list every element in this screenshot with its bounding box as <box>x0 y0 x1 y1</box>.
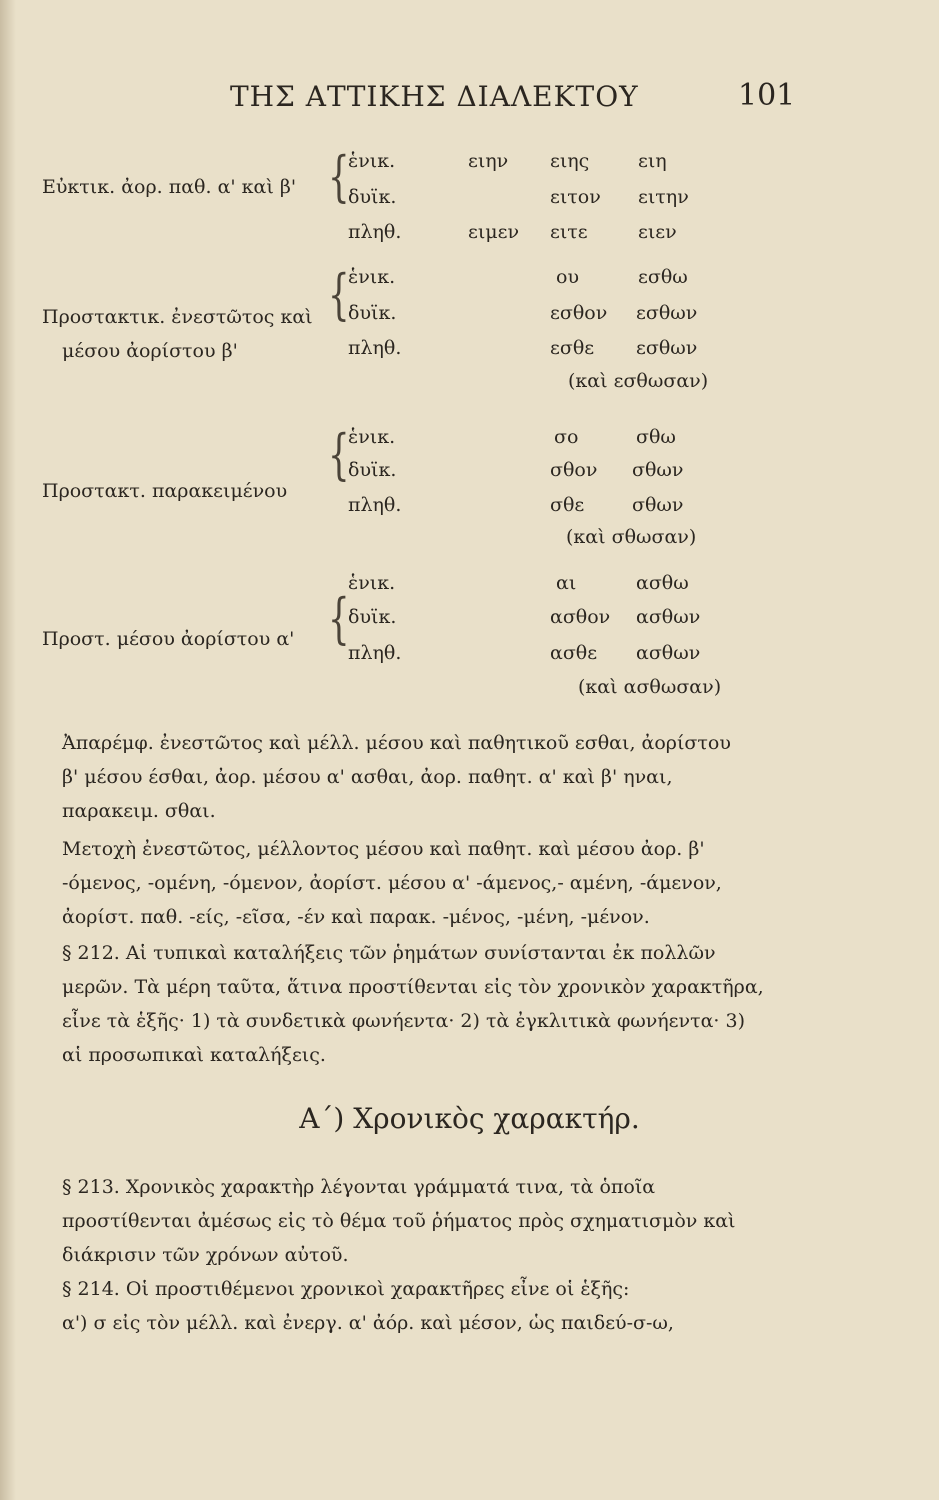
ending-cell: ειην <box>468 150 509 172</box>
text-line: -όμενος, -ομένη, -όμενον, ἀορίστ. μέσου α' -άμενος,- αμένη, -άμενον, <box>62 872 722 894</box>
brace-icon: { <box>328 423 350 488</box>
section-heading: Α΄) Χρονικὸς χαρακτήρ. <box>299 1102 640 1135</box>
number-label: ἑνικ. <box>348 150 396 172</box>
alternate-ending: (καὶ εσθωσαν) <box>568 370 709 392</box>
ending-cell: σθων <box>632 494 684 516</box>
infinitive-paragraph <box>62 726 862 828</box>
text-line: Μετοχὴ ἐνεστῶτος, μέλλοντος μέσου καὶ παθητ. καὶ μέσου ἀορ. β' <box>62 838 705 860</box>
text-line: αἱ προσωπικαὶ καταλήξεις. <box>62 1044 326 1066</box>
page-number: 101 <box>738 78 796 113</box>
brace-icon: { <box>328 587 350 652</box>
number-label: ἑνικ. <box>348 572 396 594</box>
ending-cell: εσθε <box>550 337 595 359</box>
ending-cell: ειτην <box>638 186 689 208</box>
table-label: Εὐκτικ. ἀορ. παθ. α' καὶ β' <box>42 176 297 198</box>
ending-cell: σθων <box>632 459 684 481</box>
ending-cell: ασθων <box>636 642 701 664</box>
ending-cell: ειη <box>638 150 667 172</box>
ending-cell: εσθων <box>636 302 698 324</box>
ending-cell: ειεν <box>638 221 677 243</box>
table-label: μέσου ἀορίστου β' <box>62 340 238 362</box>
ending-cell: εσθων <box>636 337 698 359</box>
text-line: ἀορίστ. παθ. -είς, -εῖσα, -έν καὶ παρακ. -μένος, -μένη, -μένον. <box>62 906 650 928</box>
ending-cell: εσθω <box>638 266 688 288</box>
participle-paragraph <box>62 832 862 934</box>
ending-cell: ειτον <box>550 186 601 208</box>
page-binding-edge <box>0 0 16 1500</box>
table-label: Προστακτ. παρακειμένου <box>42 480 288 502</box>
ending-cell: ασθων <box>636 606 701 628</box>
text-line: διάκρισιν τῶν χρόνων αὐτοῦ. <box>62 1244 349 1266</box>
number-label: πληθ. <box>348 337 402 359</box>
ending-cell: ειης <box>550 150 590 172</box>
number-label: πληθ. <box>348 642 402 664</box>
ending-cell: ου <box>556 266 579 288</box>
ending-cell: σθον <box>550 459 598 481</box>
ending-cell: ειμεν <box>468 221 520 243</box>
ending-cell: ασθον <box>550 606 611 628</box>
text-line: § 214. Οἱ προστιθέμενοι χρονικοὶ χαρακτῆρες εἶνε οἱ ἑξῆς: <box>62 1278 630 1300</box>
text-line: Ἀπαρέμφ. ἐνεστῶτος καὶ μέλλ. μέσου καὶ παθητικοῦ εσθαι, ἀορίστου <box>62 732 731 754</box>
number-label: δυϊκ. <box>348 186 397 208</box>
section-213 <box>62 1170 862 1272</box>
running-title: ΤΗΣ ΑΤΤΙΚΗΣ ΔΙΑΛΕΚΤΟΥ <box>230 80 639 113</box>
ending-cell: ασθω <box>636 572 689 594</box>
ending-cell: σθω <box>636 426 676 448</box>
section-212 <box>62 936 862 1072</box>
ending-cell: αι <box>556 572 577 594</box>
text-line: § 213. Χρονικὸς χαρακτὴρ λέγονται γράμματά τινα, τὰ ὁποῖα <box>62 1176 656 1198</box>
ending-cell: εσθον <box>550 302 608 324</box>
text-line: α') σ εἰς τὸν μέλλ. καὶ ἐνεργ. α' ἀόρ. καὶ μέσον, ὡς παιδεύ-σ-ω, <box>62 1312 674 1334</box>
number-label: ἑνικ. <box>348 266 396 288</box>
table-label: Προστακτικ. ἐνεστῶτος καὶ <box>42 306 313 328</box>
section-214 <box>62 1272 862 1340</box>
number-label: πληθ. <box>348 494 402 516</box>
text-line: παρακειμ. σθαι. <box>62 800 216 822</box>
brace-icon: { <box>328 145 350 210</box>
number-label: δυϊκ. <box>348 302 397 324</box>
ending-cell: σθε <box>550 494 585 516</box>
text-line: μερῶν. Τὰ μέρη ταῦτα, ἅτινα προστίθενται εἰς τὸν χρονικὸν χαρακτῆρα, <box>62 976 764 998</box>
number-label: ἑνικ. <box>348 426 396 448</box>
text-line: β' μέσου έσθαι, ἀορ. μέσου α' ασθαι, ἀορ. παθητ. α' καὶ β' ηναι, <box>62 766 673 788</box>
alternate-ending: (καὶ ασθωσαν) <box>578 676 722 698</box>
number-label: δυϊκ. <box>348 606 397 628</box>
text-line: § 212. Αἱ τυπικαὶ καταλήξεις τῶν ῥημάτων συνίστανται ἐκ πολλῶν <box>62 942 716 964</box>
ending-cell: σο <box>554 426 579 448</box>
text-line: εἶνε τὰ ἑξῆς· 1) τὰ συνδετικὰ φωνήεντα· 2) τὰ ἐγκλιτικὰ φωνήεντα· 3) <box>62 1010 745 1032</box>
brace-icon: { <box>328 263 350 328</box>
text-line: προστίθενται ἀμέσως εἰς τὸ θέμα τοῦ ῥήματος πρὸς σχηματισμὸν καὶ <box>62 1210 736 1232</box>
alternate-ending: (καὶ σθωσαν) <box>566 526 697 548</box>
number-label: πληθ. <box>348 221 402 243</box>
table-label: Προστ. μέσου ἀορίστου α' <box>42 628 295 650</box>
ending-cell: ειτε <box>550 221 588 243</box>
number-label: δυϊκ. <box>348 459 397 481</box>
ending-cell: ασθε <box>550 642 598 664</box>
